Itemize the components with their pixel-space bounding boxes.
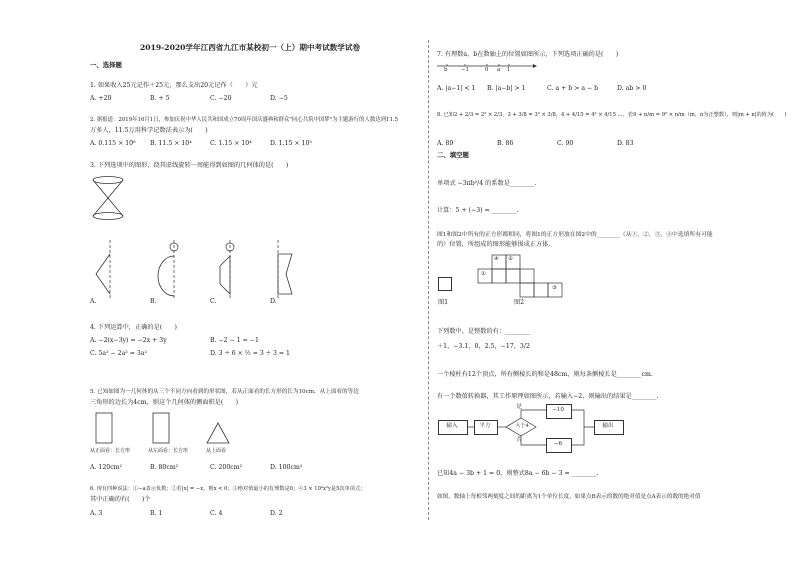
q2-option-d: D. 1.15 × 10⁵ [270, 140, 312, 147]
flow-minus10-label: −10 [552, 407, 564, 413]
q5-top-view-triangle [206, 422, 230, 444]
q3-option-a: A. [90, 298, 97, 305]
fig2-pos-2: ② [508, 256, 513, 262]
fig2-pos-1: ① [481, 271, 486, 277]
column-divider [428, 40, 429, 520]
q7-axis-1: 1 [507, 67, 511, 73]
flow-condition-label: 大于4 [515, 423, 529, 429]
q5-option-c: C. 200cm² [210, 464, 243, 471]
fill-q8: 如图，数轴上每相邻两刻度之间的距离为1个单位长度，如果点B表示的数的绝对值是点A表示的数的绝对值 [437, 494, 701, 500]
fill-q3-line1: 图1和图2中所有的正方形都相同，将图1的正方形放在图2中的________（从①，②，③，④中选填所有可能 [437, 232, 713, 238]
q7-option-b: B. |a−b| > 1 [487, 85, 526, 92]
q1-option-b: B. + 5 [150, 95, 170, 102]
q5-stem-line1: 5. 已知如图为一几何体的从三个不同方向看到的形状图，若从正面看的长方形的长为10cm，从上面看的等边 [90, 389, 359, 395]
q6-option-c: C. 4 [210, 510, 223, 517]
flow-minus6-label: −6 [553, 441, 563, 447]
q8-option-d: D. 83 [617, 140, 634, 147]
q7-axis-a: a [497, 67, 501, 73]
q3-stem: 3. 下列选项中的图形，绕其虚线旋转一周能得到如图的几何体的是( ) [90, 162, 289, 169]
q5-option-d: D. 100cm² [270, 464, 303, 471]
q3-option-b-figure [150, 238, 190, 300]
q5-front-view-rect [95, 412, 113, 444]
flow-no-label: 否 [516, 437, 522, 443]
q8-option-a: A. 89 [437, 140, 454, 147]
fig2-pos-3: ③ [552, 285, 557, 291]
q2-option-b: B. 11.5 × 10⁴ [150, 140, 192, 147]
q2-option-a: A. 0.115 × 10⁶ [90, 140, 136, 147]
q1-option-c: C. −20 [210, 95, 232, 102]
q6-option-d: D. 2 [270, 510, 283, 517]
fig2-net [478, 253, 574, 299]
q5-stem-line2: 三角形的边长为4cm，则这个几何体的侧面积是( ) [90, 399, 239, 406]
q6-option-a: A. 3 [90, 510, 103, 517]
q3-option-d-figure [270, 238, 310, 300]
q5-label-left: 从左面看：长方形 [148, 448, 189, 454]
q7-option-a: A. |a−1| < 1 [437, 85, 476, 92]
q4-stem: 4. 下列运算中，正确的是( ) [90, 324, 177, 331]
q8-option-b: B. 86 [497, 140, 514, 147]
fill-q7: 已知4a − 3b + 1 = 0，则整式8a − 6b − 3 = ________. [437, 470, 599, 477]
flow-output-label: 输出 [602, 423, 614, 429]
q4-option-b: B. −2 − 1 = −1 [210, 337, 259, 344]
q7-option-d: D. ab > 0 [617, 85, 647, 92]
q3-option-d: D. [270, 298, 277, 305]
q7-option-c: C. a + b > a − b [547, 85, 599, 92]
q7-axis-0: 0 [485, 67, 489, 73]
flow-yes-label: 是 [516, 404, 522, 410]
q8-option-c: C. 90 [557, 140, 574, 147]
section-fill-heading: 二、填空题 [437, 151, 469, 159]
q3-option-a-figure [92, 238, 132, 300]
q5-label-front: 从正面看：长方形 [90, 448, 131, 454]
q1-stem: 1. 如果收入25元记作＋25元，那么支出20元记作（ ）元 [90, 82, 258, 89]
q5-option-a: A. 120cm² [90, 464, 123, 471]
q5-label-top: 从上面看 [206, 448, 227, 454]
q2-option-c: C. 1.15 × 10⁴ [210, 140, 252, 147]
page-title: 2019-2020学年江西省九江市某校初一（上）期中考试数学试卷 [140, 43, 361, 52]
q7-axis-b: b [444, 67, 448, 73]
fill-q4: 下列数中，是整数的有：________ [437, 328, 530, 335]
q1-option-d: D. −5 [270, 95, 288, 102]
q5-left-view-rect [152, 412, 170, 444]
fill-q3-line2: 的）位置，所组成的图形能够围成正方体. [437, 241, 551, 248]
q3-option-b: B. [150, 298, 157, 305]
q3-option-c-figure [212, 238, 252, 300]
q1-option-a: A. +20 [90, 95, 112, 102]
q6-stem-line2: 其中正确的有( )个 [90, 496, 151, 503]
fig1-label: 图1 [438, 299, 449, 306]
q7-axis-minus1: −1 [461, 67, 469, 73]
q5-option-b: B. 80cm² [150, 464, 179, 471]
fill-q5: 一个棱柱有12个顶点，所有侧棱长的和是48cm，则每条侧棱长是________cm. [437, 371, 653, 378]
fill-q4-numbers: ＋1，−3.1，0，2.5，−17，3/2 [437, 343, 530, 350]
q2-stem-line1: 2. 据报道：2019年10月1日，参加庆祝中华人民共和国成立70周年国庆盛典和群众"同心共筑中国梦"为主题游行的人数达到11.5 [90, 117, 399, 123]
fig2-label: 图2 [514, 299, 525, 306]
q3-option-c: C. [210, 298, 217, 305]
q4-option-a: A. −2(x−3y) = −2x + 3y [90, 337, 167, 344]
section-choice-heading: 一、选择题 [90, 61, 122, 69]
q6-stem-line1: 6. 现有四种说法：①−a表示负数；②若|x| = −x，则x < 0；③绝对值最小的有理数是0；④3 × 10²x²y是5次单项式； [90, 486, 366, 492]
q4-option-c: C. 5a² − 2a² = 3a² [90, 350, 148, 357]
fill-q1: 单项式 −3πb²/4 的系数是________. [437, 180, 537, 187]
flow-square-label: 平方 [479, 423, 491, 429]
q2-stem-line2: 万多人，11.5万用科学记数法表示为( ) [90, 127, 208, 134]
q3-solid-figure [90, 176, 130, 221]
fig1-square [438, 277, 452, 291]
q4-option-d: D. 3 ÷ 6 × ½ = 3 ÷ 3 = 1 [210, 350, 290, 357]
q8-stem: 8. 已知2 + 2/3 = 2² × 2/3，3 + 3/8 = 3² × 3/8，4 + 4/15 = 4² × 4/15 …，若9 + n/m = 9² × n/m（m，n为正整数），则|m + n|的值为( ) [437, 112, 787, 118]
fill-q2: 计算：5 + (−3) = ________. [437, 207, 519, 214]
q6-option-b: B. 1 [150, 510, 163, 517]
fill-q6: 有一个数值转换器，其工作原理如图所示，若输入−2，则输出的结果是________. [437, 393, 659, 400]
fig2-pos-4: ④ [494, 256, 499, 262]
flow-input-label: 输入 [446, 423, 458, 429]
q7-stem: 7. 有理数a，b在数轴上的位置如图所示，下列选项正确的是( ) [437, 51, 619, 58]
